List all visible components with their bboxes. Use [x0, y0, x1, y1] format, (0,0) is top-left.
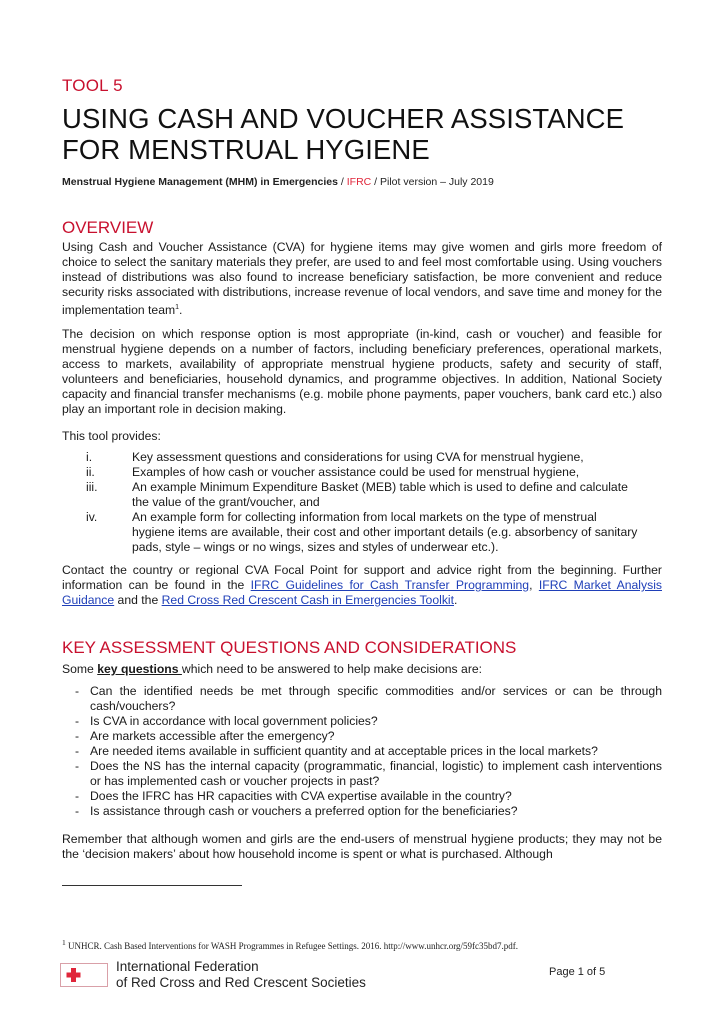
subtitle-separator: / — [371, 176, 381, 188]
question-item — [62, 714, 662, 729]
title-line-1: USING CASH AND VOUCHER ASSISTANCE — [62, 103, 625, 134]
dash-bullet-icon: - — [75, 684, 80, 698]
dash-bullet-icon: - — [75, 744, 80, 758]
list-number: ii. — [86, 465, 95, 479]
overview-heading: OVERVIEW — [62, 218, 154, 237]
overview-paragraph-1-text: Using Cash and Voucher Assistance (CVA) for hygiene items may give women and girls more freedom of choice to select the sanitary materials they prefer, are used to and feel most comfortable using. Using vouchers instead of distributions was also found to increase beneficiary satisfaction, be more convenient and reduce security risks associated with distributions, increase revenue of local vendors, and save time and money for the implementation team — [62, 240, 662, 318]
question-text: Does the NS has the internal capacity (programmatic, financial, logistic) to implement cash interventions or has implemented cash or voucher projects in past? — [90, 759, 662, 788]
list-item-text: Key assessment questions and considerations for using CVA for menstrual hygiene, — [132, 450, 584, 464]
link-cash-in-emergencies-toolkit[interactable]: Red Cross Red Crescent Cash in Emergencies Toolkit — [161, 593, 455, 607]
provides-intro: This tool provides: — [62, 429, 161, 443]
list-item-text: An example form for collecting information from local markets on the type of menstrual hygiene items are available, their cost and other important details (e.g. absorbency of sanitary pads, style – wings or no wings, sizes and styles of underwear etc.). — [132, 510, 638, 554]
cross-crescent-icon — [64, 966, 104, 984]
dash-bullet-icon: - — [75, 759, 80, 773]
contact-separator: and the — [114, 593, 162, 607]
question-text: Are needed items available in sufficient quantity and at acceptable prices in the local markets? — [90, 744, 598, 758]
footnote-number: 1 — [62, 938, 66, 947]
question-text: Does the IFRC has HR capacities with CVA expertise available in the country? — [90, 789, 512, 803]
list-number: iii. — [86, 480, 98, 494]
dash-bullet-icon: - — [75, 729, 80, 743]
dash-bullet-icon: - — [75, 804, 80, 818]
intro-text: which need to be answered to help make decisions are: — [181, 662, 483, 676]
question-text: Is CVA in accordance with local government policies? — [90, 714, 378, 728]
question-item — [62, 759, 662, 789]
question-item — [62, 804, 662, 819]
provides-list-item — [62, 510, 642, 555]
overview-paragraph-1 — [62, 240, 662, 318]
intro-text: Some — [62, 662, 98, 676]
provides-list-item — [62, 480, 642, 510]
list-item-text: Examples of how cash or voucher assistance could be used for menstrual hygiene, — [132, 465, 580, 479]
provides-list — [62, 450, 662, 555]
page-number: Page 1 of 5 — [549, 966, 606, 978]
footnote-divider — [62, 885, 242, 886]
key-questions-intro — [62, 662, 662, 677]
document-title — [62, 103, 682, 165]
red-cross-red-crescent-logo-icon — [60, 963, 108, 987]
link-ifrc-cash-guidelines[interactable]: IFRC Guidelines for Cash Transfer Programming — [250, 578, 530, 592]
list-number: i. — [86, 450, 93, 464]
subtitle-version: Pilot version – July 2019 — [380, 176, 494, 188]
question-text: Is assistance through cash or vouchers a preferred option for the beneficiaries? — [90, 804, 518, 818]
overview-paragraph-2: The decision on which response option is most appropriate (in-kind, cash or voucher) and feasible for menstrual hygiene depends on a number of factors, including beneficiary preferences, operational markets, access to markets, availability of appropriate menstrual hygiene products, safety and security of staff, volunteers and beneficiaries, household dynamics, and programme objectives. In addition, National Society capacity and financial transfer mechanisms (e.g. mobile phone payments, paper vouchers, bank card etc.) also play an important role in decision making. — [62, 327, 662, 416]
question-text: Can the identified needs be met through specific commodities and/or services or can be through cash/vouchers? — [90, 684, 662, 713]
tool-label: TOOL 5 — [62, 76, 123, 95]
footnote — [62, 938, 662, 951]
contact-paragraph — [62, 563, 662, 608]
key-questions-list — [62, 684, 662, 819]
title-line-2: FOR MENSTRUAL HYGIENE — [62, 134, 430, 165]
question-item — [62, 684, 662, 714]
list-number: iv. — [86, 510, 98, 524]
subtitle-org: IFRC — [346, 176, 372, 188]
question-item — [62, 729, 662, 744]
document-subtitle — [62, 176, 494, 188]
provides-list-item — [62, 450, 642, 465]
subtitle-main: Menstrual Hygiene Management (MHM) in Emergencies — [62, 176, 338, 188]
contact-text: Contact the country or regional CVA Focal Point for support and advice right from the beginning. Further information can be found in the — [62, 563, 662, 592]
dash-bullet-icon: - — [75, 789, 80, 803]
key-questions-emphasis: key questions — [97, 662, 182, 676]
paragraph-end: . — [454, 593, 458, 607]
question-item — [62, 789, 662, 804]
provides-list-item — [62, 465, 642, 480]
footnote-text: UNHCR. Cash Based Interventions for WASH Programmes in Refugee Settings. 2016. http://www.unhcr.org/59fc35bd7.pdf. — [65, 941, 519, 951]
list-item-text: An example Minimum Expenditure Basket (MEB) table which is used to define and calculate the value of the grant/voucher, and — [132, 480, 628, 509]
paragraph-end: . — [179, 303, 183, 318]
link-ifrc-market-analysis[interactable]: IFRC Market Analysis Guidance — [62, 578, 662, 607]
key-assessment-heading: KEY ASSESSMENT QUESTIONS AND CONSIDERATIONS — [62, 638, 517, 657]
org-name-line-2: of Red Cross and Red Crescent Societies — [116, 975, 366, 990]
subtitle-separator: / — [337, 176, 347, 188]
organization-name — [116, 959, 366, 991]
dash-bullet-icon: - — [75, 714, 80, 728]
question-text: Are markets accessible after the emergency? — [90, 729, 335, 743]
question-item — [62, 744, 662, 759]
contact-separator: , — [529, 578, 539, 592]
remember-paragraph: Remember that although women and girls are the end-users of menstrual hygiene products; they may not be the ‘decision makers’ about how household income is spent or what is purchased. Although — [62, 832, 662, 861]
org-name-line-1: International Federation — [116, 959, 259, 974]
footnote-ref[interactable]: 1 — [175, 304, 180, 311]
